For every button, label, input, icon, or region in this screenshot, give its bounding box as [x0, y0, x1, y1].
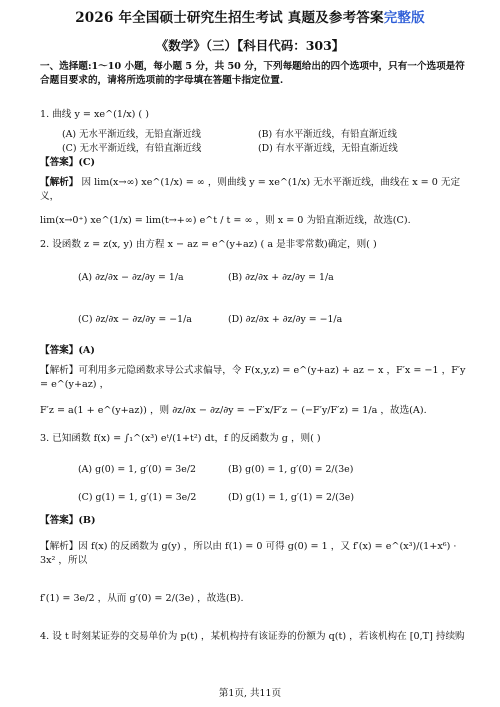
q2-option-d: (D) ∂z/∂x + ∂z/∂y = −1/a [228, 314, 343, 325]
q3-option-c: (C) g(1) = 1, g′(1) = 3e/2 [78, 492, 197, 503]
page-subtitle: 《数学》（三）【科目代码：303】 [155, 38, 345, 53]
q1-analysis-line1: 因 lim(x→∞) xe^(1/x) = ∞ ，则曲线 y = xe^(1/x) 无水平渐近线，曲线在 x = 0 无定义， [40, 177, 461, 202]
page-footer: 第1页, 共11页 [218, 688, 282, 699]
q3-analysis-line1: 【解析】因 f(x) 的反函数为 g(y) ，所以由 f(1) = 0 可得 g(0) = 1 ，又 f′(x) = e^(x³)/(1+x⁶) · 3x² ，所以 [40, 541, 457, 566]
q1-analysis-label: 【解析】 [40, 177, 79, 188]
q2-analysis [40, 364, 470, 418]
q1-answer: 【答案】(C) [40, 157, 96, 168]
q2-analysis-line2: F′z = a(1 + e^(y+az)) ，则 ∂z/∂x − ∂z/∂y = −F′x/F′z − (−F′y/F′z) = 1/a ，故选(A). [40, 405, 427, 416]
q1-option-b: (B) 有水平渐近线，有铅直渐近线 [258, 129, 398, 140]
q3-analysis [40, 540, 470, 606]
section-intro [40, 60, 470, 88]
section-intro-line1: 一、选择题:1～10 小题，每小题 5 分，共 50 分，下列每题给出的四个选项中，只有一个选项是符 [40, 61, 465, 72]
q2-option-c: (C) ∂z/∂x − ∂z/∂y = −1/a [78, 314, 192, 325]
q1-analysis-line2: lim(x→0⁺) xe^(1/x) = lim(t→+∞) e^t / t = ∞ ，则 x = 0 为铅直渐近线，故选(C). [40, 215, 411, 226]
q3-option-b: (B) g(0) = 1, g′(0) = 2/(3e) [228, 464, 354, 475]
q3-analysis-line2: f′(1) = 3e/2 ，从而 g′(0) = 2/(3e) ，故选(B). [40, 593, 244, 604]
question-2-stem: 2. 设函数 z = z(x, y) 由方程 x − az = e^(y+az) ( a 是非零常数)确定，则( ) [40, 239, 377, 250]
q3-option-d: (D) g(1) = 1, g′(1) = 2/(3e) [228, 492, 355, 503]
q2-option-b: (B) ∂z/∂x + ∂z/∂y = 1/a [228, 272, 334, 283]
q1-option-a: (A) 无水平渐近线，无铅直渐近线 [62, 129, 201, 140]
title-main: 2026 年全国硕士研究生招生考试 真题及参考答案 [75, 10, 384, 26]
question-3-stem: 3. 已知函数 f(x) = ∫₁^(x³) eᵗ/(1+t²) dt，f 的反函数为 g ，则( ) [40, 433, 321, 444]
q1-option-d: (D) 有水平渐近线，无铅直渐近线 [258, 143, 398, 154]
title-accent: 完整版 [383, 10, 425, 26]
question-1-stem: 1. 曲线 y = xe^(1/x) ( ) [40, 109, 149, 120]
q2-option-a: (A) ∂z/∂x − ∂z/∂y = 1/a [78, 272, 184, 283]
q3-answer: 【答案】(B) [40, 515, 96, 526]
q3-option-a: (A) g(0) = 1, g′(0) = 3e/2 [78, 464, 196, 475]
question-4-stem: 4. 设 t 时刻某证券的交易单价为 p(t) ，某机构持有该证券的份额为 q(t) ，若该机构在 [0,T] 持续购 [40, 631, 465, 642]
q2-answer: 【答案】(A) [40, 345, 95, 356]
q1-option-c: (C) 无水平渐近线，有铅直渐近线 [62, 143, 202, 154]
q1-analysis [40, 176, 470, 228]
page-title [0, 6, 500, 26]
q2-analysis-line1: 【解析】可利用多元隐函数求导公式求偏导，令 F(x,y,z) = e^(y+az) + az − x ，F′x = −1 ，F′y = e^(y+az) ， [40, 365, 466, 390]
section-intro-line2: 合题目要求的，请将所选项前的字母填在答题卡指定位置. [40, 75, 284, 86]
